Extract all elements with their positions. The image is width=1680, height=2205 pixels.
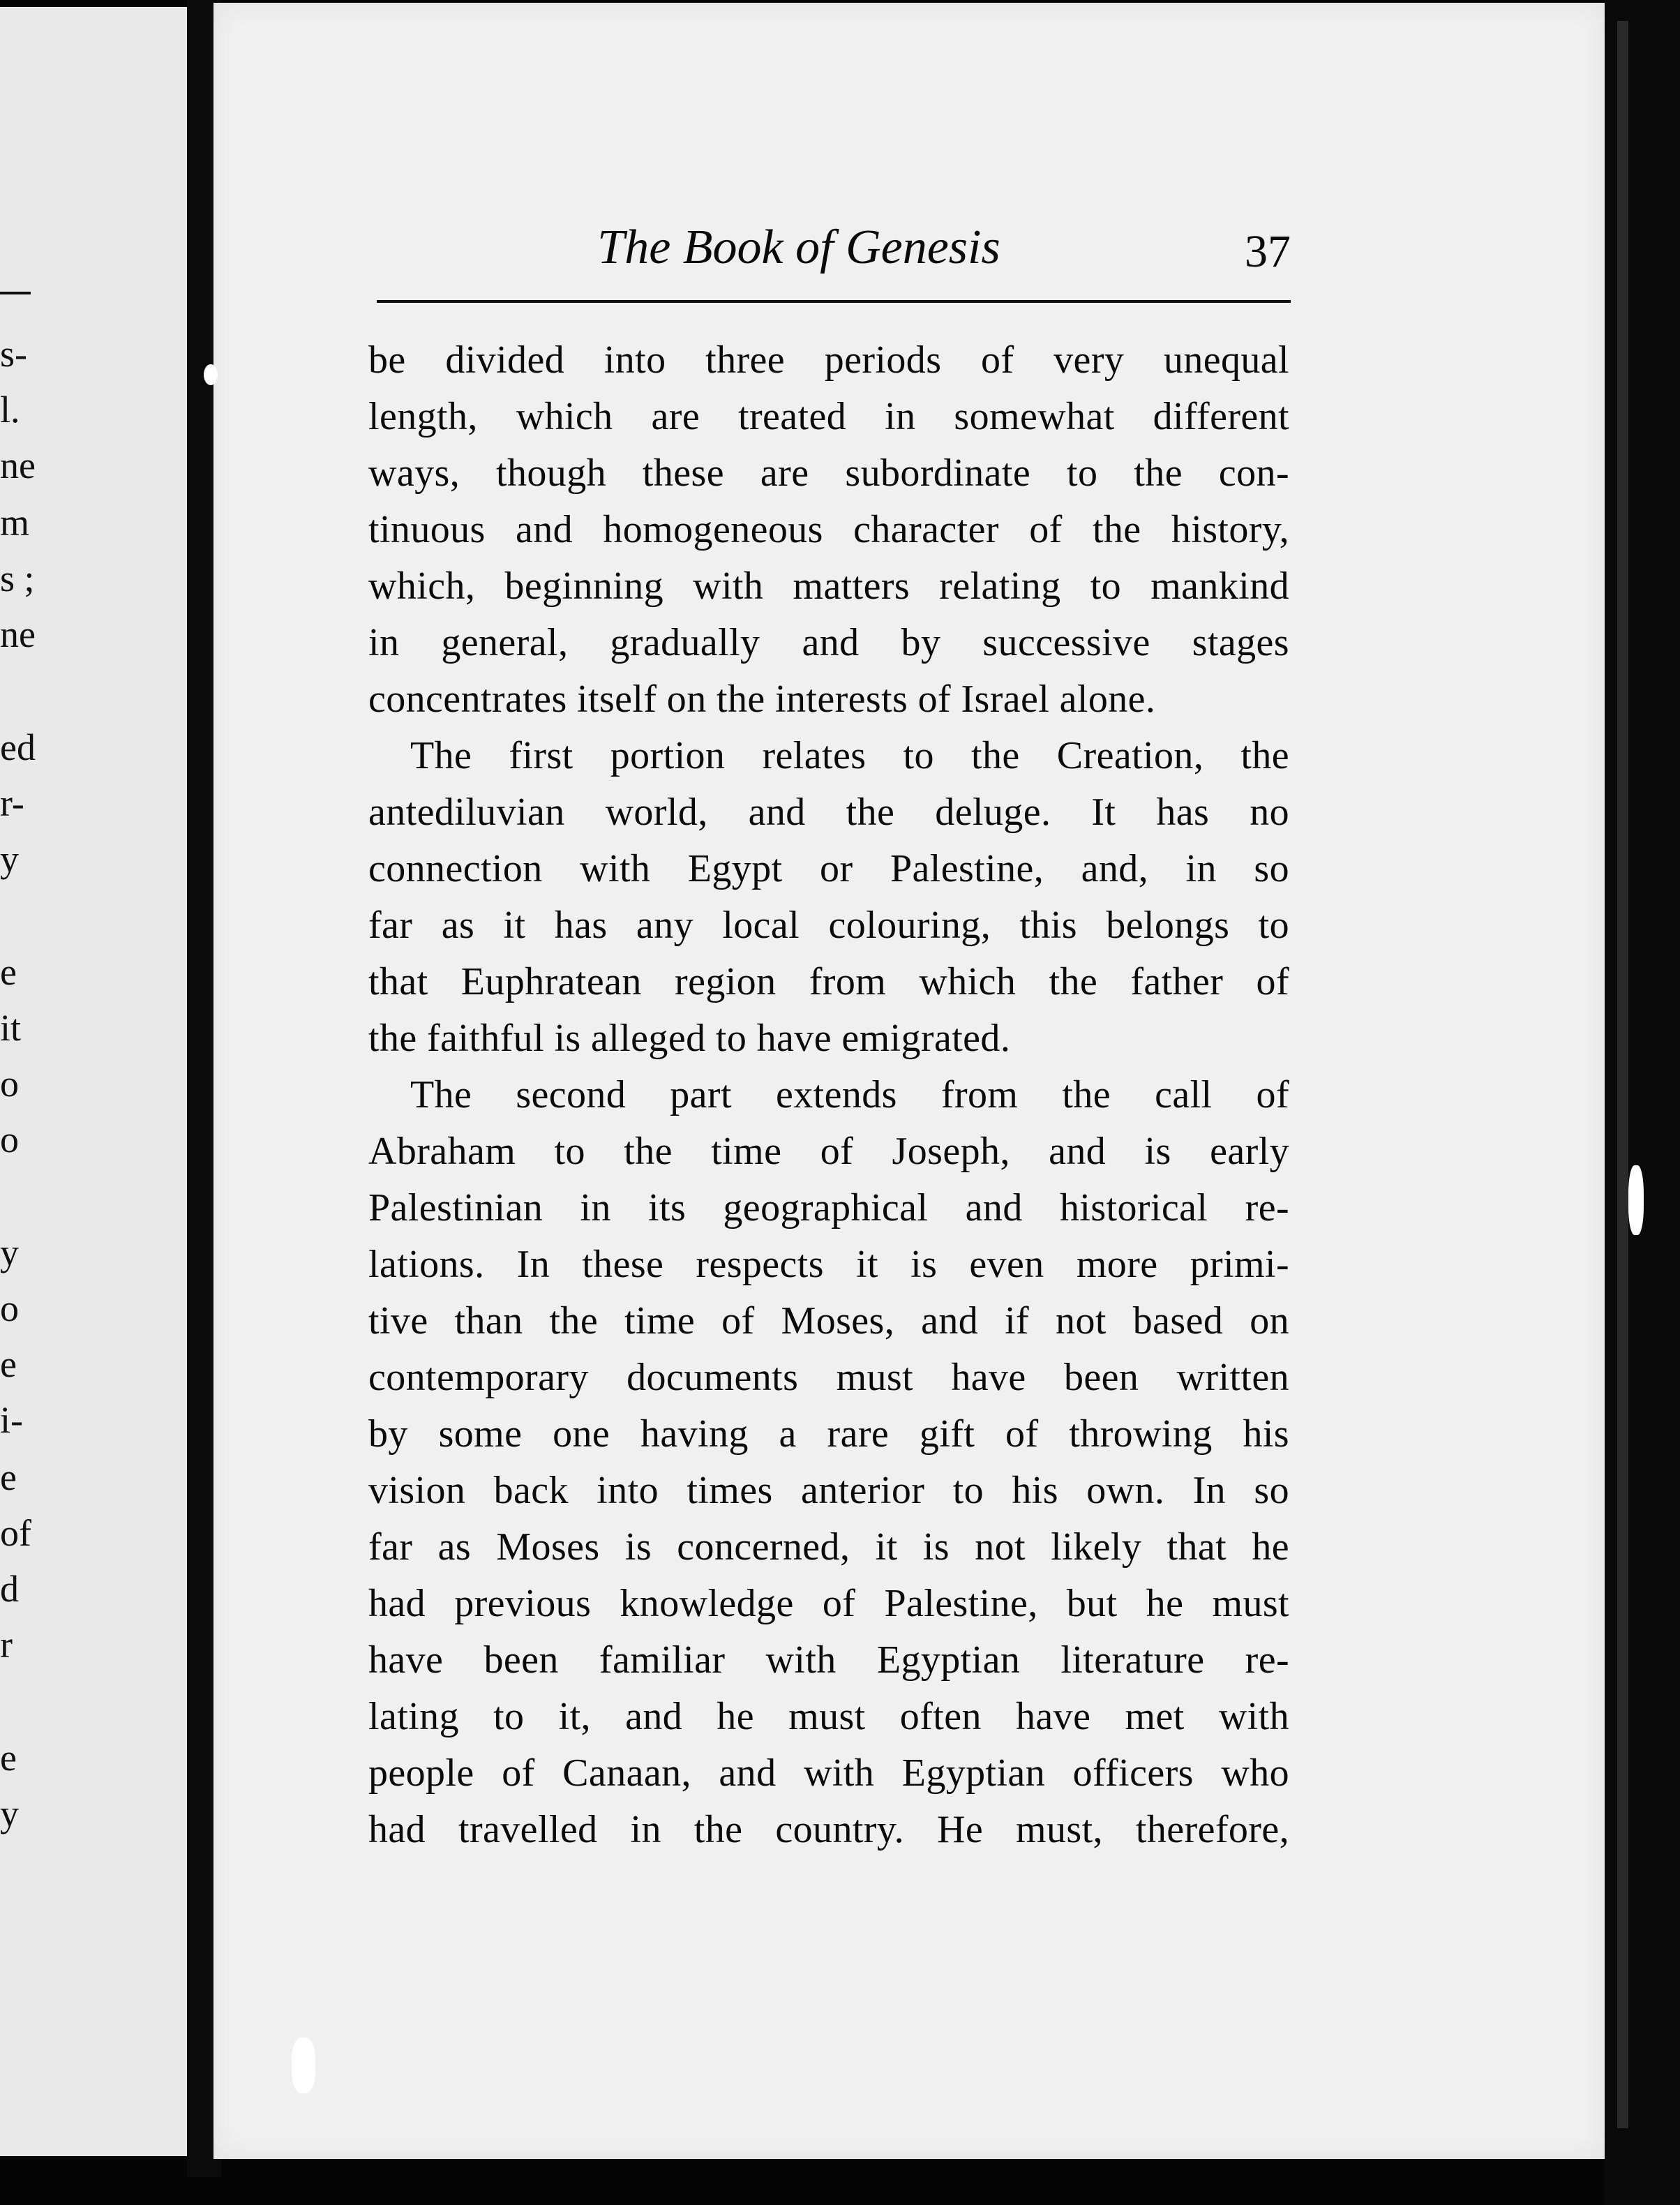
text-line: length, which are treated in somewhat different	[368, 395, 1289, 438]
text-line: which, beginning with matters relating to mankind	[368, 565, 1289, 608]
text-line: by some one having a rare gift of throwing his	[368, 1412, 1289, 1456]
paper-speck	[292, 2038, 315, 2093]
text-line: antediluvian world, and the deluge. It has no	[368, 791, 1289, 834]
text-line: lating to it, and he must often have met with	[368, 1695, 1289, 1738]
text-line: be divided into three periods of very unequal	[368, 338, 1289, 382]
text-line: The second part extends from the call of	[410, 1073, 1289, 1116]
running-head	[370, 209, 1291, 286]
facing-page-fragment: ed	[0, 726, 36, 768]
facing-page-text-fragments	[0, 7, 42, 2156]
facing-page-fragment: it	[0, 1007, 22, 1049]
facing-page-fragment: y	[0, 1232, 19, 1273]
text-line: vision back into times anterior to his own. In so	[368, 1469, 1289, 1512]
text-line: ways, though these are subordinate to the con-	[368, 451, 1289, 495]
facing-page-fragment: o	[0, 1063, 19, 1105]
text-line: tinuous and homogeneous character of the history,	[368, 508, 1289, 551]
text-line: the faithful is alleged to have emigrated.	[368, 1017, 1011, 1060]
text-line: have been familiar with Egyptian literature re-	[368, 1638, 1289, 1682]
facing-page-fragment: l.	[0, 389, 20, 431]
facing-page-fragment: d	[0, 1568, 19, 1610]
text-line: people of Canaan, and with Egyptian officers who	[368, 1751, 1289, 1795]
paper-speck	[1628, 1165, 1644, 1235]
facing-page-fragment: y	[0, 838, 19, 880]
facing-page-fragment: e	[0, 951, 17, 993]
text-line: that Euphratean region from which the father of	[368, 960, 1289, 1003]
facing-page-fragment: ne	[0, 444, 36, 486]
facing-page-fragment: o	[0, 1287, 19, 1329]
facing-page-fragment: e	[0, 1737, 17, 1779]
text-line: Palestinian in its geographical and historical re-	[368, 1186, 1289, 1229]
text-line: far as Moses is concerned, it is not likely that he	[368, 1525, 1289, 1569]
page-edge-line	[1617, 21, 1628, 2128]
body-text	[368, 332, 1289, 1858]
text-line: The first portion relates to the Creation, the	[410, 734, 1289, 777]
facing-page-fragment: r-	[0, 782, 24, 824]
facing-page-fragment: r	[0, 1624, 13, 1666]
text-line: in general, gradually and by successive stages	[368, 621, 1289, 664]
page-number: 37	[1245, 226, 1291, 277]
facing-page	[0, 7, 191, 2156]
text-line: concentrates itself on the interests of Israel alone.	[368, 678, 1156, 721]
text-line: contemporary documents must have been written	[368, 1356, 1289, 1399]
header-rule	[377, 300, 1291, 303]
facing-page-fragment: m	[0, 502, 30, 544]
text-line: connection with Egypt or Palestine, and, in so	[368, 847, 1289, 890]
text-line: had previous knowledge of Palestine, but he must	[368, 1582, 1289, 1625]
facing-page-fragment: ne	[0, 613, 36, 655]
text-line: tive than the time of Moses, and if not based on	[368, 1299, 1289, 1343]
facing-page-fragment: e	[0, 1343, 17, 1385]
paper-speck	[204, 364, 218, 385]
facing-page-fragment: y	[0, 1793, 19, 1834]
facing-page-fragment: s-	[0, 333, 27, 375]
running-title: The Book of Genesis	[597, 221, 1000, 274]
text-line: had travelled in the country. He must, therefore,	[368, 1808, 1289, 1851]
facing-page-fragment: e	[0, 1456, 17, 1498]
text-line: Abraham to the time of Joseph, and is early	[368, 1130, 1289, 1173]
paragraph-3	[368, 1067, 1289, 1858]
text-line: far as it has any local colouring, this belongs to	[368, 904, 1289, 947]
facing-page-fragment: of	[0, 1512, 31, 1554]
paragraph-2	[368, 728, 1289, 1067]
facing-page-fragment: i-	[0, 1399, 23, 1441]
page-edge	[1605, 0, 1680, 2205]
facing-page-fragment: s ;	[0, 558, 35, 599]
facing-page-fragment: o	[0, 1119, 19, 1160]
text-line: lations. In these respects it is even more primi-	[368, 1243, 1289, 1286]
paragraph-1	[368, 332, 1289, 728]
